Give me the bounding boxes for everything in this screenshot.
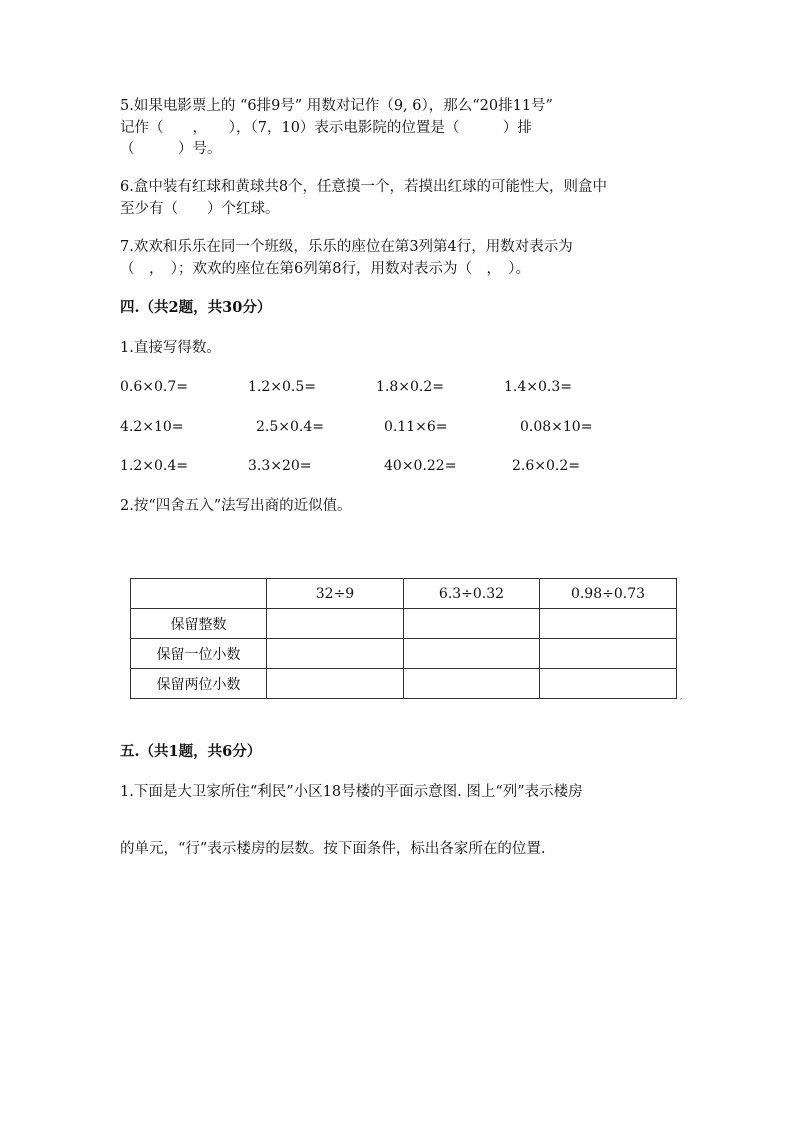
- answer-cell[interactable]: [540, 609, 677, 639]
- approximation-table: [130, 578, 677, 699]
- table-row-label: 保留两位小数: [131, 669, 267, 699]
- answer-cell[interactable]: [267, 609, 404, 639]
- calc-item: 1.2×0.5=: [248, 379, 316, 395]
- section-5-q1-line-1: 1.下面是大卫家所住“利民”小区18号楼的平面示意图. 图上“列”表示楼房: [120, 784, 583, 800]
- answer-cell[interactable]: [540, 639, 677, 669]
- calc-item: 1.8×0.2=: [376, 379, 444, 395]
- table-header-row: [131, 579, 677, 609]
- section-5-heading: 五.（共1题，共6分）: [120, 743, 262, 760]
- table-row: [131, 639, 677, 669]
- table-row: [131, 609, 677, 639]
- answer-cell[interactable]: [404, 639, 540, 669]
- table-row-label: 保留一位小数: [131, 639, 267, 669]
- table-header-cell: 32÷9: [267, 579, 404, 609]
- calc-item: 40×0.22=: [384, 458, 457, 474]
- section-4-q1-title: 1.直接写得数。: [120, 340, 221, 356]
- calc-item: 2.5×0.4=: [256, 419, 324, 435]
- calc-item: 0.08×10=: [520, 419, 593, 435]
- q7-line-1: 7.欢欢和乐乐在同一个班级，乐乐的座位在第3列第4行，用数对表示为: [120, 239, 573, 255]
- answer-cell[interactable]: [267, 669, 404, 699]
- calc-item: 4.2×10=: [120, 419, 184, 435]
- table-row: [131, 669, 677, 699]
- answer-cell[interactable]: [267, 639, 404, 669]
- stray-mark: ,: [680, 692, 683, 701]
- q7-line-2: （ ， ）；欢欢的座位在第6列第8行，用数对表示为（ ， ）。: [120, 261, 530, 277]
- calc-item: 0.6×0.7=: [120, 379, 188, 395]
- table-corner-cell: [131, 579, 267, 609]
- q5-line-3: （ ）号。: [120, 141, 222, 157]
- answer-cell[interactable]: [404, 609, 540, 639]
- answer-cell[interactable]: [404, 669, 540, 699]
- q5-line-2: 记作（ ， ），（7，10）表示电影院的位置是（ ）排: [120, 120, 532, 136]
- section-5-q1-line-2: 的单元，“行”表示楼房的层数。按下面条件，标出各家所在的位置.: [120, 841, 546, 857]
- table-row-label: 保留整数: [131, 609, 267, 639]
- table-header-cell: 0.98÷0.73: [540, 579, 677, 609]
- q6-line-2: 至少有（ ）个红球。: [120, 201, 280, 217]
- section-4-heading: 四.（共2题，共30分）: [120, 299, 272, 316]
- calc-item: 1.4×0.3=: [504, 379, 572, 395]
- calc-item: 1.2×0.4=: [120, 458, 188, 474]
- q5-line-1: 5.如果电影票上的 “6排9号” 用数对记作（9, 6），那么“20排11号”: [120, 98, 553, 114]
- calc-item: 3.3×20=: [248, 458, 312, 474]
- q6-line-1: 6.盒中装有红球和黄球共8个，任意摸一个，若摸出红球的可能性大，则盒中: [120, 179, 608, 195]
- table-header-cell: 6.3÷0.32: [404, 579, 540, 609]
- calc-item: 0.11×6=: [384, 419, 448, 435]
- calc-item: 2.6×0.2=: [512, 458, 580, 474]
- section-4-q2-title: 2.按“四舍五入”法写出商的近似值。: [120, 498, 352, 514]
- answer-cell[interactable]: [540, 669, 677, 699]
